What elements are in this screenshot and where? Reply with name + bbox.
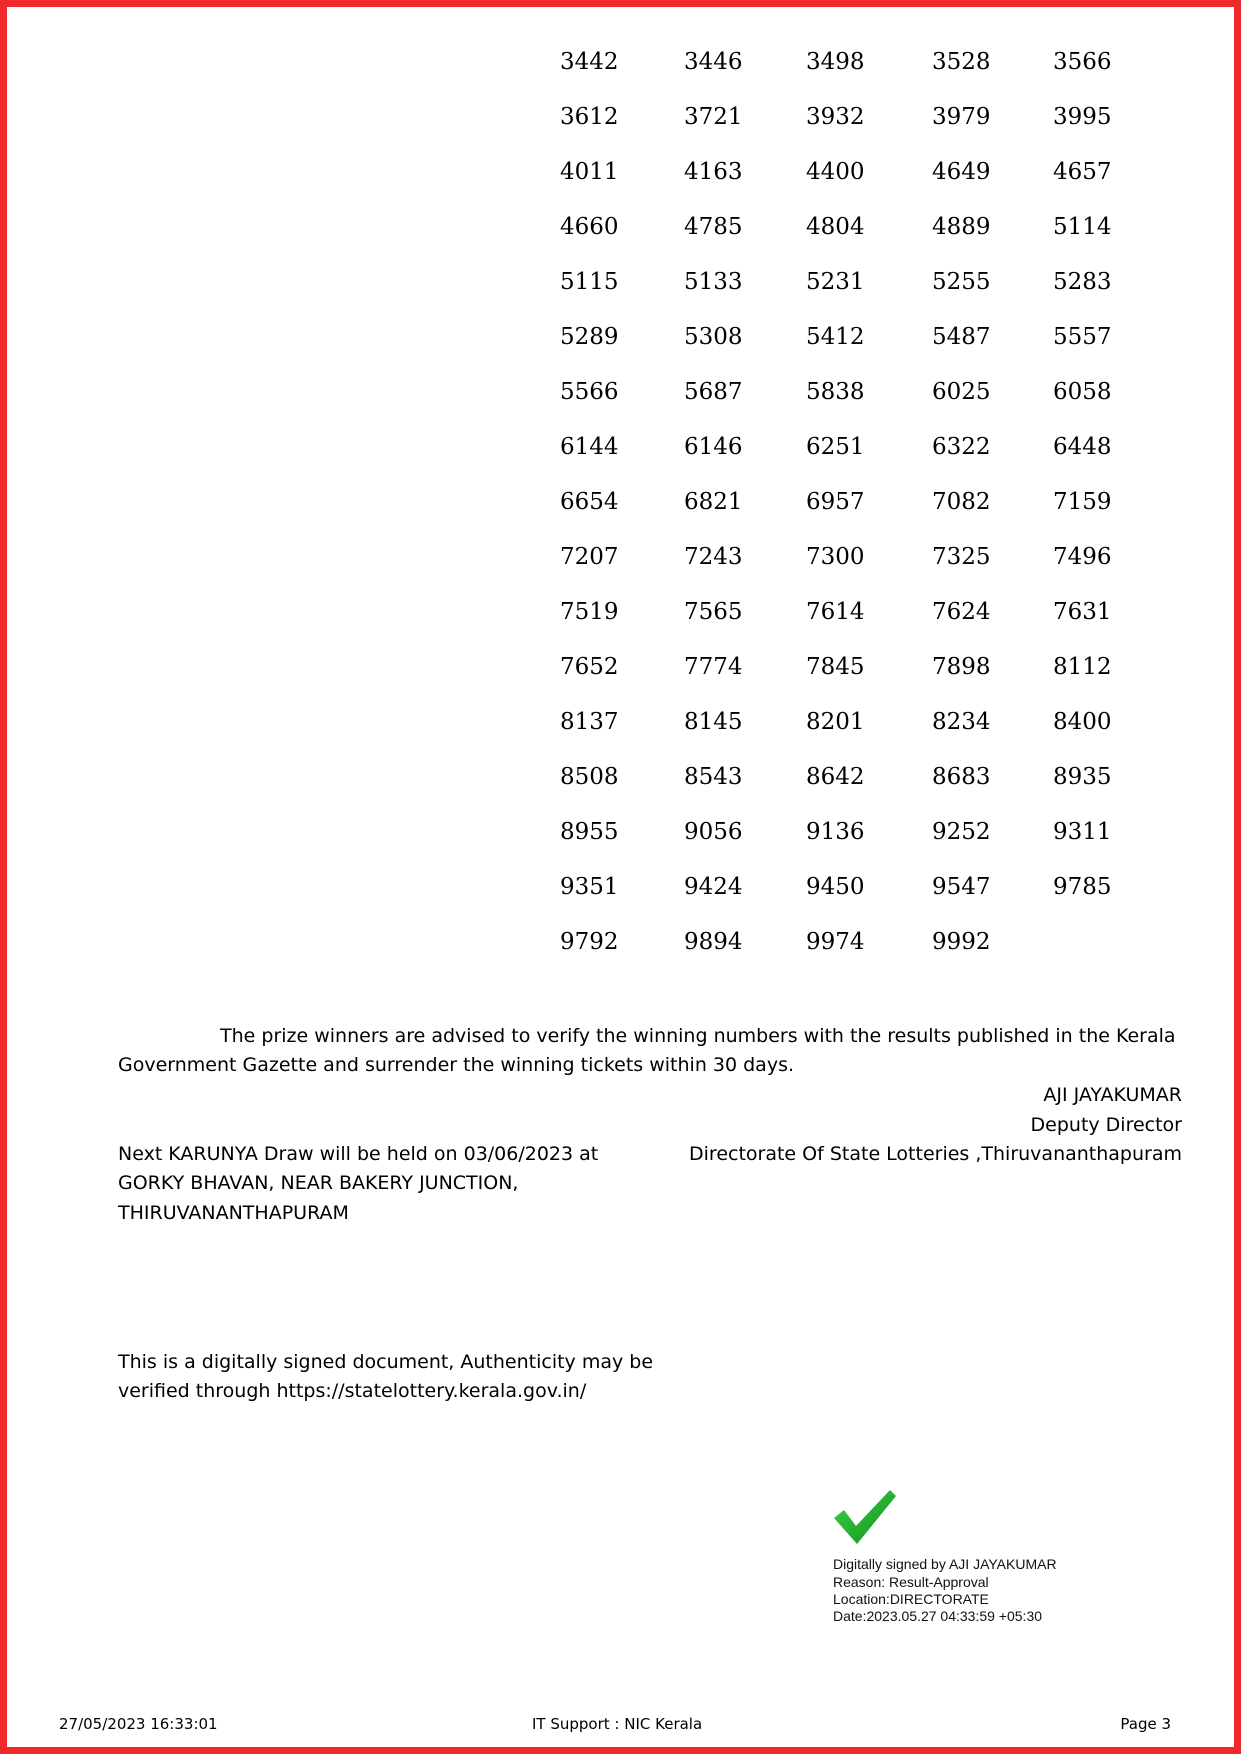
winning-number: 4804: [806, 214, 865, 240]
winning-number: 6821: [684, 489, 743, 515]
winning-number: 9450: [806, 874, 865, 900]
winning-number: 6322: [932, 434, 991, 460]
winning-number: 8137: [560, 709, 619, 735]
winning-number: 3612: [560, 104, 619, 130]
winning-number: 3498: [806, 49, 865, 75]
digital-signature-stamp: [832, 1488, 1092, 1624]
winning-number: 6448: [1053, 434, 1112, 460]
winning-number: 7624: [932, 599, 991, 625]
winning-number: 9792: [560, 929, 619, 955]
winning-number: 9974: [806, 929, 865, 955]
winning-number: 5115: [560, 269, 619, 295]
winning-number: 8508: [560, 764, 619, 790]
winning-number: 8642: [806, 764, 865, 790]
winning-number: 9056: [684, 819, 743, 845]
winning-number: 5557: [1053, 324, 1112, 350]
winning-number: 6025: [932, 379, 991, 405]
winning-number: 3528: [932, 49, 991, 75]
winning-number: 7496: [1053, 544, 1112, 570]
winning-number: 8234: [932, 709, 991, 735]
stamp-date: Date:2023.05.27 04:33:59 +05:30: [833, 1608, 1043, 1624]
winning-number: 5114: [1053, 214, 1112, 240]
winning-number: 7652: [560, 654, 619, 680]
winning-number: 3979: [932, 104, 991, 130]
winning-number: 7082: [932, 489, 991, 515]
winning-number: 5412: [806, 324, 865, 350]
winning-number: 3932: [806, 104, 865, 130]
winning-number: 7565: [684, 599, 743, 625]
winning-number: 5255: [932, 269, 991, 295]
winning-number: 3566: [1053, 49, 1112, 75]
winning-number: 6957: [806, 489, 865, 515]
winning-number: 9351: [560, 874, 619, 900]
footer-page-number: Page 3: [1120, 1715, 1171, 1733]
winning-number: 5133: [684, 269, 743, 295]
winning-number: 4785: [684, 214, 743, 240]
winning-number: 6146: [684, 434, 743, 460]
winning-number: 8201: [806, 709, 865, 735]
winning-number: 7614: [806, 599, 865, 625]
winning-number: 8400: [1053, 709, 1112, 735]
winning-number: 5289: [560, 324, 619, 350]
signatory-department: Directorate Of State Lotteries ,Thiruvananthapuram: [689, 1143, 1182, 1165]
winning-number: 4657: [1053, 159, 1112, 185]
notice-text-line-1: The prize winners are advised to verify the winning numbers with the results published in the Kerala: [220, 1025, 1176, 1047]
winning-number: 5487: [932, 324, 991, 350]
winning-number: 3995: [1053, 104, 1112, 130]
winning-number: 3446: [684, 49, 743, 75]
winning-number: 8935: [1053, 764, 1112, 790]
winning-number: 6654: [560, 489, 619, 515]
digital-signature-notice-line-1: This is a digitally signed document, Authenticity may be: [118, 1351, 654, 1373]
digital-signature-notice-line-2: verified through https://statelottery.kerala.gov.in/: [118, 1380, 587, 1402]
winning-number: 4011: [560, 159, 619, 185]
winning-number: 9252: [932, 819, 991, 845]
winning-number: 9785: [1053, 874, 1112, 900]
winning-number: 8683: [932, 764, 991, 790]
next-draw-line-3: THIRUVANANTHAPURAM: [118, 1202, 349, 1224]
winning-number: 8955: [560, 819, 619, 845]
winning-number: 7898: [932, 654, 991, 680]
winning-number: 6058: [1053, 379, 1112, 405]
winning-number: 9894: [684, 929, 743, 955]
winning-number: 6144: [560, 434, 619, 460]
winning-number: 5838: [806, 379, 865, 405]
winning-number: 9992: [932, 929, 991, 955]
winning-number: 7845: [806, 654, 865, 680]
footer-timestamp: 27/05/2023 16:33:01: [59, 1715, 218, 1733]
winning-number: 4649: [932, 159, 991, 185]
winning-number: 7159: [1053, 489, 1112, 515]
winning-number: 3721: [684, 104, 743, 130]
signatory-name: AJI JAYAKUMAR: [1043, 1084, 1182, 1106]
winning-number: 4660: [560, 214, 619, 240]
stamp-location: Location:DIRECTORATE: [833, 1591, 989, 1607]
stamp-signed-by: Digitally signed by AJI JAYAKUMAR: [833, 1556, 1057, 1572]
winning-number: 4163: [684, 159, 743, 185]
winning-number: 9136: [806, 819, 865, 845]
winning-number: 7519: [560, 599, 619, 625]
winning-number: 5231: [806, 269, 865, 295]
winning-number: 7325: [932, 544, 991, 570]
notice-text-line-2: Government Gazette and surrender the winning tickets within 30 days.: [118, 1054, 795, 1076]
winning-number: 5566: [560, 379, 619, 405]
signatory-title: Deputy Director: [1030, 1114, 1182, 1136]
winning-number: 5283: [1053, 269, 1112, 295]
winning-number: 7631: [1053, 599, 1112, 625]
footer-support: IT Support : NIC Kerala: [532, 1715, 703, 1733]
winning-number: 4400: [806, 159, 865, 185]
winning-number: 9311: [1053, 819, 1112, 845]
winning-number: 4889: [932, 214, 991, 240]
winning-number: 7300: [806, 544, 865, 570]
winning-number: 8543: [684, 764, 743, 790]
winning-number: 3442: [560, 49, 619, 75]
winning-number: 8112: [1053, 654, 1112, 680]
next-draw-line-1: Next KARUNYA Draw will be held on 03/06/2023 at: [118, 1143, 599, 1165]
stamp-reason: Reason: Result-Approval: [833, 1574, 989, 1590]
winning-number: 6251: [806, 434, 865, 460]
winning-number: 8145: [684, 709, 743, 735]
winning-number: 5308: [684, 324, 743, 350]
winning-number: 7243: [684, 544, 743, 570]
checkmark-icon: [832, 1488, 898, 1548]
winning-number: 9424: [684, 874, 743, 900]
winning-number: 7207: [560, 544, 619, 570]
next-draw-line-2: GORKY BHAVAN, NEAR BAKERY JUNCTION,: [118, 1172, 519, 1194]
winning-number: 5687: [684, 379, 743, 405]
winning-number: 7774: [684, 654, 743, 680]
winning-number: 9547: [932, 874, 991, 900]
